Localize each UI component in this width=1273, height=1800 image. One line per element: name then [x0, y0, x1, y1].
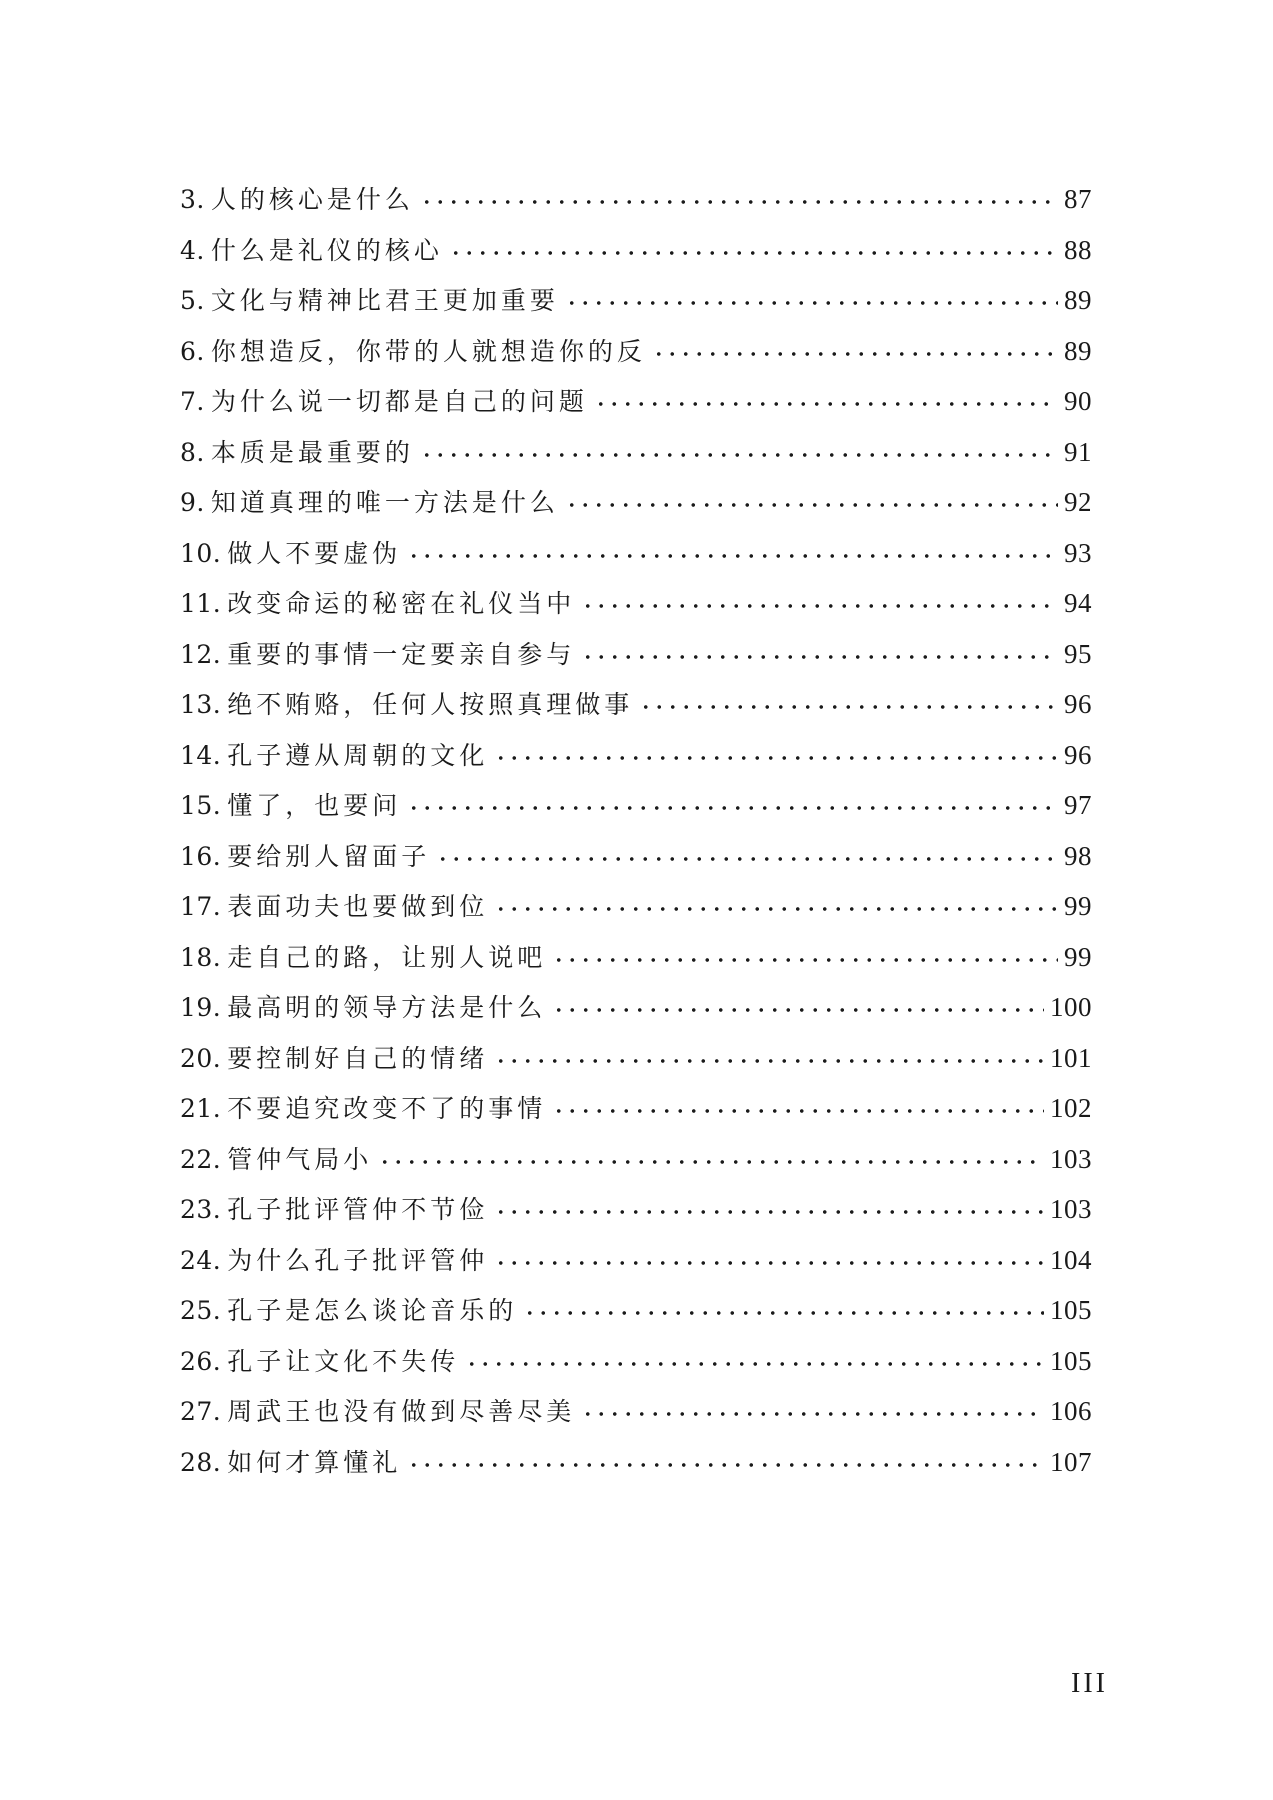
toc-entry — [180, 688, 1092, 739]
toc-entry — [180, 1446, 1092, 1497]
toc-entry — [180, 991, 1092, 1042]
entry-title: 表面功夫也要做到位 — [227, 892, 489, 921]
entry-page-number: 96 — [1064, 739, 1092, 770]
toc-entry — [180, 638, 1092, 689]
entry-page-number: 98 — [1064, 840, 1092, 871]
toc-entry — [180, 1193, 1092, 1244]
entry-number: 19. — [180, 993, 222, 1022]
entry-number: 3. — [180, 185, 205, 214]
entry-number: 8. — [180, 437, 205, 467]
entry-title: 周武王也没有做到尽善尽美 — [227, 1397, 576, 1426]
entry-title: 什么是礼仪的核心 — [210, 235, 443, 265]
entry-page-number: 87 — [1064, 184, 1092, 214]
entry-number: 11. — [180, 589, 222, 618]
dot-leader — [420, 436, 1058, 461]
dot-leader — [552, 991, 1044, 1016]
toc-entry — [180, 890, 1092, 941]
entry-title: 改变命运的秘密在礼仪当中 — [227, 589, 576, 618]
dot-leader — [639, 688, 1058, 713]
toc-entry — [180, 587, 1092, 638]
entry-number: 24. — [180, 1245, 222, 1275]
toc-entry — [180, 941, 1092, 992]
entry-title: 最高明的领导方法是什么 — [227, 993, 547, 1022]
entry-number: 5. — [180, 286, 205, 315]
toc-entry — [180, 486, 1092, 537]
entry-title: 为什么孔子批评管仲 — [227, 1245, 489, 1275]
entry-number: 13. — [180, 690, 222, 719]
entry-page-number: 101 — [1050, 1042, 1092, 1073]
dot-leader — [552, 1092, 1044, 1117]
dot-leader — [565, 284, 1058, 309]
dot-leader — [565, 486, 1058, 511]
entry-page-number: 100 — [1050, 992, 1092, 1022]
dot-leader — [494, 1244, 1044, 1269]
entry-number: 25. — [180, 1296, 222, 1325]
entry-title: 知道真理的唯一方法是什么 — [210, 488, 559, 517]
entry-title: 管仲气局小 — [227, 1144, 373, 1174]
entry-number: 12. — [180, 639, 222, 669]
toc-entry — [180, 1092, 1092, 1143]
entry-page-number: 103 — [1050, 1143, 1092, 1174]
entry-page-number: 94 — [1064, 588, 1092, 618]
toc-entry — [180, 537, 1092, 588]
entry-title: 不要追究改变不了的事情 — [227, 1094, 547, 1123]
entry-page-number: 88 — [1064, 234, 1092, 265]
entry-title: 文化与精神比君王更加重要 — [210, 286, 559, 315]
entry-page-number: 106 — [1050, 1396, 1092, 1426]
dot-leader — [594, 385, 1058, 410]
entry-page-number: 93 — [1064, 537, 1092, 568]
entry-title: 本质是最重要的 — [210, 437, 414, 467]
toc-entry — [180, 234, 1092, 285]
toc-entry — [180, 1143, 1092, 1194]
entry-number: 17. — [180, 892, 222, 921]
entry-title: 绝不贿赂，任何人按照真理做事 — [227, 690, 634, 719]
dot-leader — [407, 537, 1058, 562]
entry-title: 你想造反，你带的人就想造你的反 — [210, 336, 646, 366]
entry-number: 10. — [180, 538, 222, 568]
dot-leader — [407, 789, 1058, 814]
entry-title: 孔子让文化不失传 — [227, 1346, 460, 1376]
entry-title: 孔子批评管仲不节俭 — [227, 1195, 489, 1224]
entry-number: 22. — [180, 1144, 222, 1174]
toc-entry — [180, 385, 1092, 436]
entry-title: 人的核心是什么 — [210, 185, 414, 214]
page-number: III — [1071, 1668, 1108, 1699]
dot-leader — [436, 840, 1058, 865]
dot-leader — [581, 638, 1058, 663]
toc-entry — [180, 183, 1092, 234]
entry-number: 15. — [180, 791, 222, 820]
dot-leader — [523, 1294, 1044, 1319]
entry-number: 6. — [180, 336, 205, 366]
toc-entry — [180, 1294, 1092, 1345]
dot-leader — [494, 1193, 1044, 1218]
entry-title: 如何才算懂礼 — [227, 1447, 402, 1477]
dot-leader — [420, 183, 1058, 208]
entry-number: 18. — [180, 942, 222, 972]
entry-title: 要控制好自己的情绪 — [227, 1043, 489, 1073]
toc-entry — [180, 1042, 1092, 1093]
entry-number: 7. — [180, 387, 205, 416]
dot-leader — [378, 1143, 1044, 1168]
dot-leader — [552, 941, 1058, 966]
dot-leader — [581, 1395, 1044, 1420]
entry-page-number: 99 — [1064, 941, 1092, 972]
dot-leader — [494, 739, 1058, 764]
entry-number: 14. — [180, 740, 222, 770]
entry-page-number: 90 — [1064, 386, 1092, 416]
entry-number: 4. — [180, 235, 205, 265]
entry-page-number: 103 — [1050, 1194, 1092, 1224]
toc-entry — [180, 335, 1092, 386]
entry-number: 28. — [180, 1447, 222, 1477]
dot-leader — [494, 1042, 1044, 1067]
toc-entry — [180, 789, 1092, 840]
entry-page-number: 89 — [1064, 285, 1092, 315]
entry-page-number: 89 — [1064, 335, 1092, 366]
toc-entry — [180, 1395, 1092, 1446]
dot-leader — [465, 1345, 1044, 1370]
entry-page-number: 91 — [1064, 436, 1092, 467]
entry-page-number: 97 — [1064, 790, 1092, 820]
entry-title: 孔子遵从周朝的文化 — [227, 740, 489, 770]
entry-title: 孔子是怎么谈论音乐的 — [227, 1296, 518, 1325]
table-of-contents — [180, 183, 1092, 1496]
entry-number: 21. — [180, 1094, 222, 1123]
toc-entry — [180, 1244, 1092, 1295]
dot-leader — [652, 335, 1058, 360]
entry-page-number: 96 — [1064, 689, 1092, 719]
entry-page-number: 104 — [1050, 1244, 1092, 1275]
dot-leader — [581, 587, 1058, 612]
entry-number: 27. — [180, 1397, 222, 1426]
dot-leader — [407, 1446, 1044, 1471]
toc-entry — [180, 840, 1092, 891]
entry-title: 为什么说一切都是自己的问题 — [210, 387, 588, 416]
entry-number: 23. — [180, 1195, 222, 1224]
entry-title: 做人不要虚伪 — [227, 538, 402, 568]
entry-number: 9. — [180, 488, 205, 517]
entry-page-number: 102 — [1050, 1093, 1092, 1123]
entry-title: 懂了，也要问 — [227, 791, 402, 820]
entry-number: 20. — [180, 1043, 222, 1073]
toc-entry — [180, 739, 1092, 790]
toc-entry — [180, 284, 1092, 335]
toc-entry — [180, 436, 1092, 487]
entry-page-number: 105 — [1050, 1345, 1092, 1376]
entry-page-number: 95 — [1064, 638, 1092, 669]
entry-page-number: 92 — [1064, 487, 1092, 517]
dot-leader — [449, 234, 1058, 259]
entry-title: 要给别人留面子 — [227, 841, 431, 871]
entry-title: 重要的事情一定要亲自参与 — [227, 639, 576, 669]
dot-leader — [494, 890, 1058, 915]
entry-number: 26. — [180, 1346, 222, 1376]
entry-page-number: 99 — [1064, 891, 1092, 921]
entry-page-number: 105 — [1050, 1295, 1092, 1325]
entry-title: 走自己的路，让别人说吧 — [227, 942, 547, 972]
entry-page-number: 107 — [1050, 1446, 1092, 1477]
toc-entry — [180, 1345, 1092, 1396]
entry-number: 16. — [180, 841, 222, 871]
